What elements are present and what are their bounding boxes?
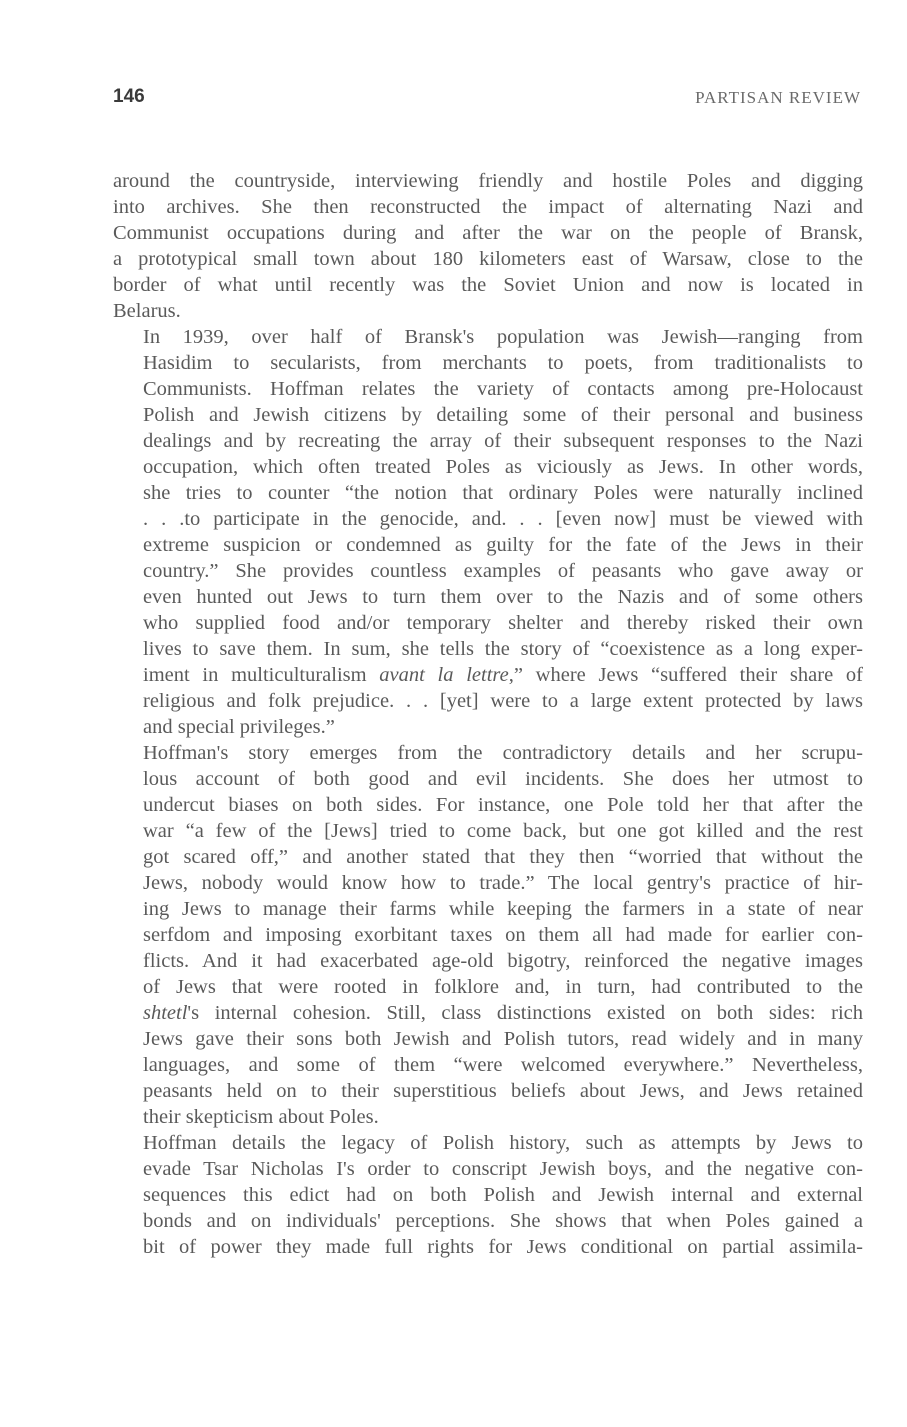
text-line: undercut biases on both sides. For instance, one Pole told her that after the (143, 794, 863, 816)
italic-phrase: avant la lettre (379, 664, 509, 686)
text-line: flicts. And it had exacerbated age-old bigotry, reinforced the negative images (143, 950, 863, 972)
text-line: and special privileges.” (143, 716, 335, 738)
text-line: . . .to participate in the genocide, and. . . [even now] must be viewed with (143, 508, 863, 530)
text-line: ing Jews to manage their farms while keeping the farmers in a state of near (143, 898, 863, 920)
text-line: war “a few of the [Jews] tried to come back, but one got killed and the rest (143, 820, 863, 842)
paragraph (113, 740, 863, 1130)
paragraph (113, 1130, 863, 1260)
text-line: even hunted out Jews to turn them over to the Nazis and of some others (143, 586, 863, 608)
body-text (113, 168, 863, 1260)
text-line: Jews gave their sons both Jewish and Polish tutors, read widely and in many (143, 1028, 863, 1050)
text-line: sequences this edict had on both Polish and Jewish internal and external (143, 1184, 863, 1206)
text-line: Polish and Jewish citizens by detailing some of their personal and business (143, 404, 863, 426)
text-line: around the countryside, interviewing friendly and hostile Poles and digging (113, 170, 863, 192)
text-line: into archives. She then reconstructed the impact of alternating Nazi and (113, 196, 863, 218)
text-line: country.” She provides countless examples of peasants who gave away or (143, 560, 863, 582)
text-line: occupation, which often treated Poles as viciously as Jews. In other words, (143, 456, 863, 478)
text-line: a prototypical small town about 180 kilometers east of Warsaw, close to the (113, 248, 863, 270)
text-line: lives to save them. In sum, she tells the story of “coexistence as a long exper- (143, 638, 863, 660)
text-line: Belarus. (113, 300, 181, 322)
text-line: Hasidim to secularists, from merchants to poets, from traditionalists to (143, 352, 863, 374)
text-line: Communists. Hoffman relates the variety of contacts among pre-Holocaust (143, 378, 863, 400)
text-line: bit of power they made full rights for Jews conditional on partial assimila- (143, 1236, 863, 1258)
text-line: iment in multiculturalism avant la lettre,” where Jews “suffered their share of (143, 664, 863, 686)
text-line: Jews, nobody would know how to trade.” The local gentry's practice of hir- (143, 872, 863, 894)
text-line: she tries to counter “the notion that ordinary Poles were naturally inclined (143, 482, 863, 504)
text-line: extreme suspicion or condemned as guilty for the fate of the Jews in their (143, 534, 863, 556)
page-number: 146 (113, 86, 145, 107)
text-line: got scared off,” and another stated that they then “worried that without the (143, 846, 863, 868)
text-line: Hoffman details the legacy of Polish history, such as attempts by Jews to (143, 1132, 863, 1154)
text-line: peasants held on to their superstitious beliefs about Jews, and Jews retained (143, 1080, 863, 1102)
text-line: Hoffman's story emerges from the contradictory details and her scrupu- (143, 742, 863, 764)
text-line: dealings and by recreating the array of their subsequent responses to the Nazi (143, 430, 863, 452)
text-line: religious and folk prejudice. . . [yet] were to a large extent protected by laws (143, 690, 863, 712)
text-line: Communist occupations during and after the war on the people of Bransk, (113, 222, 863, 244)
italic-phrase: shtetl (143, 1002, 188, 1024)
text-line: In 1939, over half of Bransk's population was Jewish—ranging from (143, 326, 863, 348)
text-line: evade Tsar Nicholas I's order to conscript Jewish boys, and the negative con- (143, 1158, 863, 1180)
text-line: of Jews that were rooted in folklore and, in turn, had contributed to the (143, 976, 863, 998)
text-line: serfdom and imposing exorbitant taxes on them all had made for earlier con- (143, 924, 863, 946)
running-head: PARTISAN REVIEW (695, 88, 861, 107)
text-line: who supplied food and/or temporary shelter and thereby risked their own (143, 612, 863, 634)
text-line: lous account of both good and evil incidents. She does her utmost to (143, 768, 863, 790)
text-line: border of what until recently was the Soviet Union and now is located in (113, 274, 863, 296)
text-line: their skepticism about Poles. (143, 1106, 379, 1128)
paragraph (113, 324, 863, 740)
text-line: bonds and on individuals' perceptions. She shows that when Poles gained a (143, 1210, 863, 1232)
paragraph (113, 168, 863, 324)
text-line: shtetl's internal cohesion. Still, class distinctions existed on both sides: rich (143, 1002, 863, 1024)
text-line: languages, and some of them “were welcomed everywhere.” Nevertheless, (143, 1054, 863, 1076)
